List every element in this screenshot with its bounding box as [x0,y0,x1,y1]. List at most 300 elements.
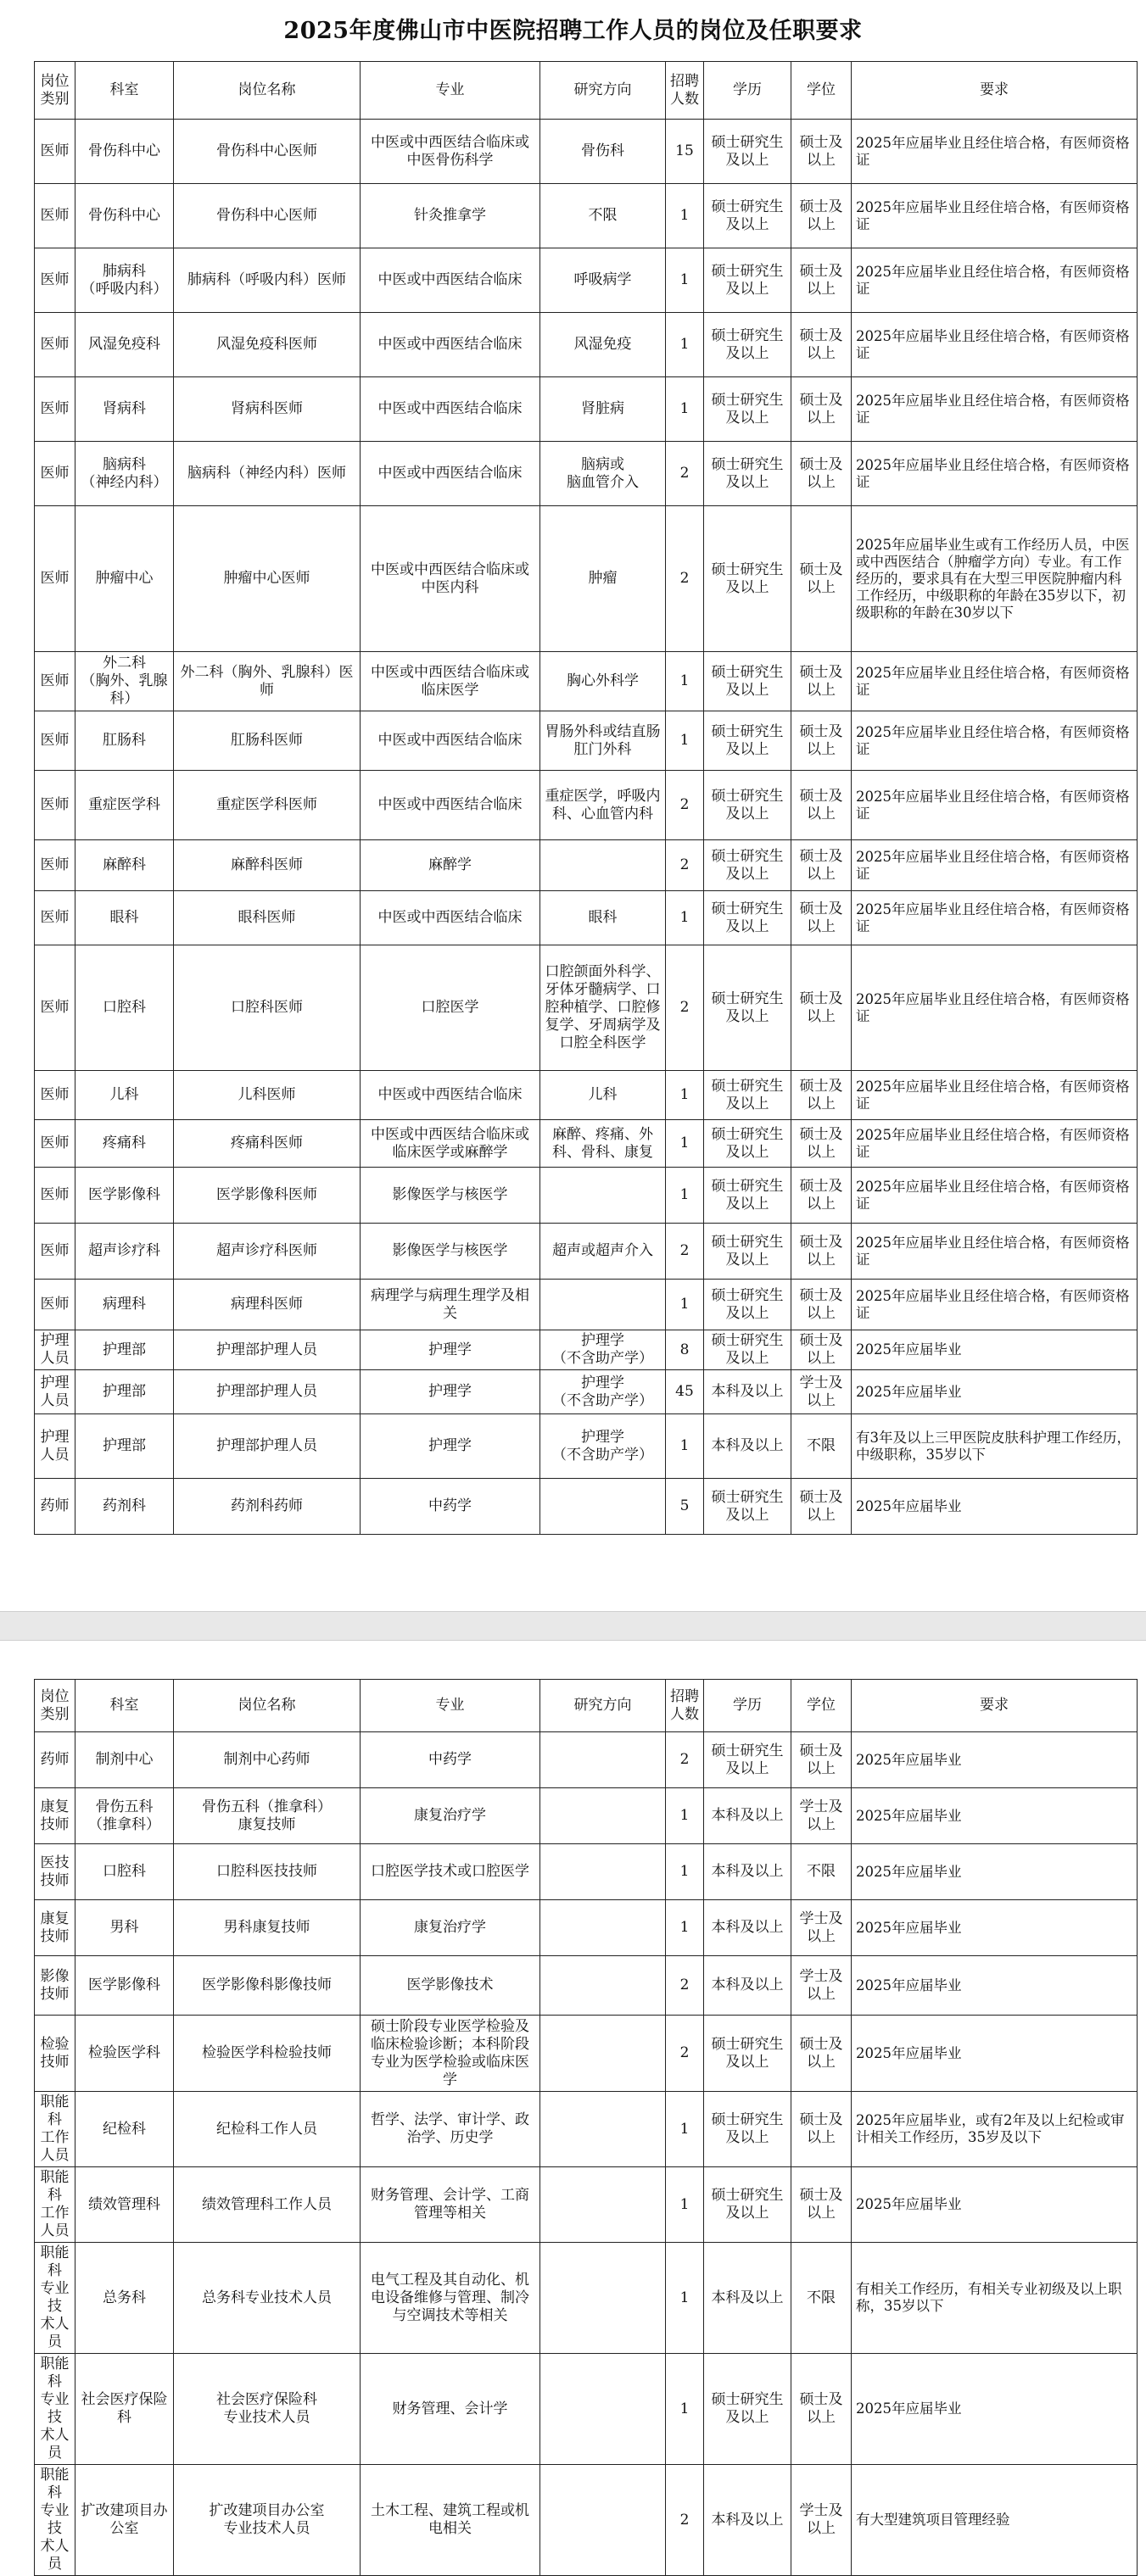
major-cell: 康复治疗学 [361,1788,540,1844]
job-category-cell: 医师 [35,1280,75,1330]
post-name-cell: 肛肠科医师 [174,711,361,771]
post-name-cell: 检验医学科检验技师 [174,2016,361,2092]
job-category-cell: 医师 [35,1168,75,1224]
headcount-cell: 1 [666,1414,704,1479]
research-direction-cell [540,2465,666,2576]
degree-cell: 不限 [791,1844,852,1900]
requirements-cell: 2025年应届毕业 [852,1330,1138,1370]
research-direction-cell: 骨伤科 [540,120,666,184]
job-category-cell: 职能科 专业技 术人员 [35,2243,75,2354]
education-cell: 本科及以上 [704,1956,791,2016]
table-row [35,2243,1138,2354]
headcount-cell: 2 [666,1956,704,2016]
requirements-cell: 2025年应届毕业且经住培合格，有医师资格证 [852,184,1138,248]
degree-cell: 硕士及以上 [791,1120,852,1168]
degree-cell: 硕士及以上 [791,313,852,377]
headcount-cell: 1 [666,652,704,711]
column-header-education: 学历 [704,1680,791,1732]
column-header-post-name: 岗位名称 [174,62,361,120]
requirements-cell: 2025年应届毕业且经住培合格，有医师资格证 [852,1120,1138,1168]
degree-cell: 硕士及以上 [791,1071,852,1120]
research-direction-cell: 胸心外科学 [540,652,666,711]
headcount-cell: 2 [666,2016,704,2092]
research-direction-cell [540,1479,666,1535]
degree-cell: 硕士及以上 [791,2016,852,2092]
table-header-row [35,1680,1138,1732]
degree-cell: 硕士及以上 [791,184,852,248]
major-cell: 医学影像技术 [361,1956,540,2016]
requirements-cell: 2025年应届毕业且经住培合格，有医师资格证 [852,248,1138,313]
requirements-cell: 2025年应届毕业且经住培合格，有医师资格证 [852,313,1138,377]
page-separator [0,1611,1146,1641]
column-header-degree: 学位 [791,1680,852,1732]
research-direction-cell: 肿瘤 [540,506,666,652]
department-cell: 绩效管理科 [75,2167,174,2243]
post-name-cell: 麻醉科医师 [174,840,361,891]
table-row [35,2167,1138,2243]
post-name-cell: 护理部护理人员 [174,1414,361,1479]
requirements-cell: 有大型建筑项目管理经验 [852,2465,1138,2576]
requirements-cell: 2025年应届毕业 [852,1844,1138,1900]
education-cell: 本科及以上 [704,2243,791,2354]
table-row [35,891,1138,945]
table-row [35,120,1138,184]
major-cell: 护理学 [361,1414,540,1479]
headcount-cell: 1 [666,1844,704,1900]
major-cell: 哲学、法学、审计学、政治学、历史学 [361,2092,540,2167]
department-cell: 肿瘤中心 [75,506,174,652]
headcount-cell: 2 [666,945,704,1071]
research-direction-cell: 儿科 [540,1071,666,1120]
education-cell: 硕士研究生及以上 [704,1120,791,1168]
requirements-cell: 2025年应届毕业 [852,2167,1138,2243]
education-cell: 硕士研究生及以上 [704,1280,791,1330]
recruitment-table-1 [34,61,1138,1535]
headcount-cell: 1 [666,2243,704,2354]
requirements-cell: 2025年应届毕业 [852,1732,1138,1788]
post-name-cell: 口腔科医技技师 [174,1844,361,1900]
research-direction-cell [540,1280,666,1330]
job-category-cell: 医师 [35,377,75,442]
document-page-2 [0,1641,1146,2573]
table-row [35,1956,1138,2016]
research-direction-cell: 眼科 [540,891,666,945]
requirements-cell: 2025年应届毕业且经住培合格，有医师资格证 [852,442,1138,506]
major-cell: 财务管理、会计学、工商管理等相关 [361,2167,540,2243]
job-category-cell: 医师 [35,442,75,506]
education-cell: 硕士研究生及以上 [704,506,791,652]
department-cell: 口腔科 [75,945,174,1071]
department-cell: 检验医学科 [75,2016,174,2092]
requirements-cell: 2025年应届毕业且经住培合格，有医师资格证 [852,1280,1138,1330]
research-direction-cell: 不限 [540,184,666,248]
headcount-cell: 1 [666,2092,704,2167]
post-name-cell: 外二科（胸外、乳腺科）医师 [174,652,361,711]
education-cell: 硕士研究生及以上 [704,248,791,313]
headcount-cell: 1 [666,2167,704,2243]
requirements-cell: 2025年应届毕业 [852,1956,1138,2016]
department-cell: 重症医学科 [75,771,174,840]
department-cell: 病理科 [75,1280,174,1330]
post-name-cell: 骨伤五科（推拿科） 康复技师 [174,1788,361,1844]
job-category-cell: 康复 技师 [35,1900,75,1956]
major-cell: 护理学 [361,1370,540,1414]
education-cell: 硕士研究生及以上 [704,1330,791,1370]
major-cell: 中医或中西医结合临床或临床医学或麻醉学 [361,1120,540,1168]
headcount-cell: 2 [666,840,704,891]
requirements-cell: 2025年应届毕业 [852,1370,1138,1414]
major-cell: 中医或中西医结合临床 [361,771,540,840]
headcount-cell: 1 [666,313,704,377]
column-header-post-name: 岗位名称 [174,1680,361,1732]
research-direction-cell [540,2016,666,2092]
research-direction-cell [540,1732,666,1788]
research-direction-cell: 呼吸病学 [540,248,666,313]
department-cell: 男科 [75,1900,174,1956]
research-direction-cell: 麻醉、疼痛、外科、骨科、康复 [540,1120,666,1168]
column-header-headcount: 招聘 人数 [666,1680,704,1732]
department-cell: 社会医疗保险科 [75,2354,174,2465]
requirements-cell: 2025年应届毕业 [852,2016,1138,2092]
post-name-cell: 肿瘤中心医师 [174,506,361,652]
major-cell: 口腔医学 [361,945,540,1071]
job-category-cell: 医师 [35,711,75,771]
degree-cell: 学士及以上 [791,1956,852,2016]
column-header-major: 专业 [361,1680,540,1732]
job-category-cell: 医师 [35,840,75,891]
job-category-cell: 医技 技师 [35,1844,75,1900]
department-cell: 骨伤科中心 [75,120,174,184]
major-cell: 中药学 [361,1479,540,1535]
post-name-cell: 总务科专业技术人员 [174,2243,361,2354]
table-row [35,711,1138,771]
education-cell: 硕士研究生及以上 [704,377,791,442]
column-header-research-direction: 研究方向 [540,62,666,120]
research-direction-cell [540,2243,666,2354]
major-cell: 中医或中西医结合临床 [361,891,540,945]
requirements-cell: 2025年应届毕业且经住培合格，有医师资格证 [852,120,1138,184]
education-cell: 硕士研究生及以上 [704,1071,791,1120]
post-name-cell: 儿科医师 [174,1071,361,1120]
research-direction-cell: 胃肠外科或结直肠肛门外科 [540,711,666,771]
table-row [35,1280,1138,1330]
department-cell: 眼科 [75,891,174,945]
job-category-cell: 职能科 工作 人员 [35,2167,75,2243]
column-header-department: 科室 [75,62,174,120]
table-row [35,945,1138,1071]
degree-cell: 硕士及以上 [791,771,852,840]
major-cell: 土木工程、建筑工程或机电相关 [361,2465,540,2576]
headcount-cell: 45 [666,1370,704,1414]
education-cell: 本科及以上 [704,1788,791,1844]
requirements-cell: 2025年应届毕业 [852,1900,1138,1956]
department-cell: 儿科 [75,1071,174,1120]
column-header-requirements: 要求 [852,62,1138,120]
department-cell: 麻醉科 [75,840,174,891]
post-name-cell: 男科康复技师 [174,1900,361,1956]
research-direction-cell: 重症医学，呼吸内科、心血管内科 [540,771,666,840]
major-cell: 中医或中西医结合临床 [361,377,540,442]
headcount-cell: 2 [666,2465,704,2576]
table-row [35,771,1138,840]
headcount-cell: 1 [666,248,704,313]
post-name-cell: 护理部护理人员 [174,1370,361,1414]
table-row [35,1370,1138,1414]
post-name-cell: 社会医疗保险科 专业技术人员 [174,2354,361,2465]
education-cell: 硕士研究生及以上 [704,2016,791,2092]
requirements-cell: 有相关工作经历，有相关专业初级及以上职称，35岁以下 [852,2243,1138,2354]
column-header-job-category: 岗位 类别 [35,1680,75,1732]
degree-cell: 硕士及以上 [791,1168,852,1224]
job-category-cell: 护理 人员 [35,1414,75,1479]
research-direction-cell [540,2092,666,2167]
education-cell: 本科及以上 [704,1844,791,1900]
department-cell: 肾病科 [75,377,174,442]
headcount-cell: 5 [666,1479,704,1535]
headcount-cell: 1 [666,184,704,248]
degree-cell: 硕士及以上 [791,891,852,945]
department-cell: 纪检科 [75,2092,174,2167]
post-name-cell: 医学影像科医师 [174,1168,361,1224]
major-cell: 中医或中西医结合临床 [361,1071,540,1120]
major-cell: 电气工程及其自动化、机电设备维修与管理、制冷与空调技术等相关 [361,2243,540,2354]
education-cell: 硕士研究生及以上 [704,2167,791,2243]
research-direction-cell: 护理学 （不含助产学） [540,1370,666,1414]
degree-cell: 硕士及以上 [791,1330,852,1370]
education-cell: 硕士研究生及以上 [704,652,791,711]
table-row [35,1071,1138,1120]
requirements-cell: 2025年应届毕业 [852,2354,1138,2465]
education-cell: 硕士研究生及以上 [704,2354,791,2465]
column-header-requirements: 要求 [852,1680,1138,1732]
department-cell: 护理部 [75,1330,174,1370]
degree-cell: 硕士及以上 [791,1479,852,1535]
degree-cell: 硕士及以上 [791,840,852,891]
major-cell: 中医或中西医结合临床或中医骨伤科学 [361,120,540,184]
education-cell: 本科及以上 [704,1370,791,1414]
research-direction-cell [540,840,666,891]
post-name-cell: 骨伤科中心医师 [174,184,361,248]
table-row [35,2092,1138,2167]
headcount-cell: 1 [666,1788,704,1844]
research-direction-cell: 护理学 （不含助产学） [540,1414,666,1479]
table-row [35,248,1138,313]
column-header-department: 科室 [75,1680,174,1732]
requirements-cell: 2025年应届毕业且经住培合格，有医师资格证 [852,840,1138,891]
education-cell: 本科及以上 [704,2465,791,2576]
major-cell: 口腔医学技术或口腔医学 [361,1844,540,1900]
table-header-row [35,62,1138,120]
job-category-cell: 医师 [35,313,75,377]
major-cell: 中医或中西医结合临床 [361,442,540,506]
job-category-cell: 护理 人员 [35,1330,75,1370]
research-direction-cell [540,1168,666,1224]
job-category-cell: 医师 [35,1224,75,1280]
job-category-cell: 职能科 专业技 术人员 [35,2354,75,2465]
headcount-cell: 1 [666,377,704,442]
requirements-cell: 2025年应届毕业且经住培合格，有医师资格证 [852,891,1138,945]
department-cell: 疼痛科 [75,1120,174,1168]
degree-cell: 硕士及以上 [791,2167,852,2243]
post-name-cell: 绩效管理科工作人员 [174,2167,361,2243]
post-name-cell: 纪检科工作人员 [174,2092,361,2167]
major-cell: 中医或中西医结合临床 [361,248,540,313]
job-category-cell: 医师 [35,120,75,184]
degree-cell: 学士及以上 [791,1900,852,1956]
degree-cell: 不限 [791,1414,852,1479]
degree-cell: 学士及以上 [791,2465,852,2576]
research-direction-cell: 脑病或 脑血管介入 [540,442,666,506]
column-header-job-category: 岗位 类别 [35,62,75,120]
table-row [35,506,1138,652]
research-direction-cell: 护理学 （不含助产学） [540,1330,666,1370]
table-row [35,1900,1138,1956]
degree-cell: 硕士及以上 [791,1224,852,1280]
education-cell: 硕士研究生及以上 [704,771,791,840]
job-category-cell: 医师 [35,1120,75,1168]
major-cell: 麻醉学 [361,840,540,891]
requirements-cell: 2025年应届毕业且经住培合格，有医师资格证 [852,1168,1138,1224]
job-category-cell: 医师 [35,248,75,313]
department-cell: 超声诊疗科 [75,1224,174,1280]
headcount-cell: 1 [666,1120,704,1168]
major-cell: 中药学 [361,1732,540,1788]
job-category-cell: 职能科 工作 人员 [35,2092,75,2167]
job-category-cell: 职能科 专业技 术人员 [35,2465,75,2576]
department-cell: 护理部 [75,1370,174,1414]
job-category-cell: 康复 技师 [35,1788,75,1844]
table-row [35,1168,1138,1224]
post-name-cell: 病理科医师 [174,1280,361,1330]
headcount-cell: 1 [666,1071,704,1120]
table-row [35,652,1138,711]
department-cell: 扩改建项目办公室 [75,2465,174,2576]
table-row [35,1732,1138,1788]
job-category-cell: 医师 [35,771,75,840]
degree-cell: 硕士及以上 [791,248,852,313]
post-name-cell: 重症医学科医师 [174,771,361,840]
table-row [35,313,1138,377]
department-cell: 药剂科 [75,1479,174,1535]
major-cell: 康复治疗学 [361,1900,540,1956]
post-name-cell: 疼痛科医师 [174,1120,361,1168]
job-category-cell: 医师 [35,1071,75,1120]
job-category-cell: 医师 [35,945,75,1071]
post-name-cell: 医学影像科影像技师 [174,1956,361,2016]
column-header-major: 专业 [361,62,540,120]
table-row [35,1330,1138,1370]
education-cell: 硕士研究生及以上 [704,1224,791,1280]
table-row [35,1120,1138,1168]
job-category-cell: 医师 [35,506,75,652]
headcount-cell: 1 [666,2354,704,2465]
degree-cell: 不限 [791,2243,852,2354]
requirements-cell: 2025年应届毕业且经住培合格，有医师资格证 [852,652,1138,711]
table-row [35,1479,1138,1535]
major-cell: 针灸推拿学 [361,184,540,248]
education-cell: 硕士研究生及以上 [704,945,791,1071]
research-direction-cell [540,1900,666,1956]
education-cell: 硕士研究生及以上 [704,1732,791,1788]
research-direction-cell [540,1956,666,2016]
major-cell: 硕士阶段专业医学检验及临床检验诊断；本科阶段专业为医学检验或临床医学 [361,2016,540,2092]
education-cell: 硕士研究生及以上 [704,313,791,377]
degree-cell: 硕士及以上 [791,377,852,442]
department-cell: 风湿免疫科 [75,313,174,377]
department-cell: 护理部 [75,1414,174,1479]
degree-cell: 硕士及以上 [791,2092,852,2167]
major-cell: 护理学 [361,1330,540,1370]
post-name-cell: 扩改建项目办公室 专业技术人员 [174,2465,361,2576]
department-cell: 医学影像科 [75,1168,174,1224]
education-cell: 硕士研究生及以上 [704,442,791,506]
research-direction-cell: 口腔颌面外科学、牙体牙髓病学、口腔种植学、口腔修复学、牙周病学及口腔全科医学 [540,945,666,1071]
table-row [35,184,1138,248]
research-direction-cell [540,1788,666,1844]
job-category-cell: 医师 [35,184,75,248]
post-name-cell: 脑病科（神经内科）医师 [174,442,361,506]
post-name-cell: 口腔科医师 [174,945,361,1071]
headcount-cell: 2 [666,771,704,840]
research-direction-cell: 风湿免疫 [540,313,666,377]
degree-cell: 学士及以上 [791,1370,852,1414]
column-header-headcount: 招聘 人数 [666,62,704,120]
major-cell: 中医或中西医结合临床 [361,711,540,771]
headcount-cell: 1 [666,1168,704,1224]
education-cell: 硕士研究生及以上 [704,184,791,248]
department-cell: 口腔科 [75,1844,174,1900]
headcount-cell: 2 [666,1224,704,1280]
requirements-cell: 有3年及以上三甲医院皮肤科护理工作经历，中级职称，35岁以下 [852,1414,1138,1479]
headcount-cell: 15 [666,120,704,184]
major-cell: 中医或中西医结合临床或中医内科 [361,506,540,652]
requirements-cell: 2025年应届毕业且经住培合格，有医师资格证 [852,1224,1138,1280]
department-cell: 脑病科 （神经内科） [75,442,174,506]
degree-cell: 学士及以上 [791,1788,852,1844]
department-cell: 肺病科 （呼吸内科） [75,248,174,313]
requirements-cell: 2025年应届毕业 [852,1479,1138,1535]
job-category-cell: 护理 人员 [35,1370,75,1414]
column-header-degree: 学位 [791,62,852,120]
post-name-cell: 药剂科药师 [174,1479,361,1535]
degree-cell: 硕士及以上 [791,1280,852,1330]
department-cell: 总务科 [75,2243,174,2354]
table-row [35,2354,1138,2465]
table-row [35,1414,1138,1479]
major-cell: 病理学与病理生理学及相关 [361,1280,540,1330]
research-direction-cell: 超声或超声介入 [540,1224,666,1280]
post-name-cell: 肾病科医师 [174,377,361,442]
education-cell: 硕士研究生及以上 [704,120,791,184]
requirements-cell: 2025年应届毕业 [852,1788,1138,1844]
job-category-cell: 医师 [35,652,75,711]
table-row [35,442,1138,506]
post-name-cell: 风湿免疫科医师 [174,313,361,377]
requirements-cell: 2025年应届毕业且经住培合格，有医师资格证 [852,1071,1138,1120]
table-row [35,377,1138,442]
major-cell: 中医或中西医结合临床或临床医学 [361,652,540,711]
major-cell: 影像医学与核医学 [361,1224,540,1280]
table-row [35,2016,1138,2092]
degree-cell: 硕士及以上 [791,1732,852,1788]
requirements-cell: 2025年应届毕业，或有2年及以上纪检或审计相关工作经历，35岁及以下 [852,2092,1138,2167]
column-header-education: 学历 [704,62,791,120]
department-cell: 制剂中心 [75,1732,174,1788]
education-cell: 硕士研究生及以上 [704,2092,791,2167]
table-row [35,840,1138,891]
education-cell: 硕士研究生及以上 [704,1479,791,1535]
degree-cell: 硕士及以上 [791,506,852,652]
